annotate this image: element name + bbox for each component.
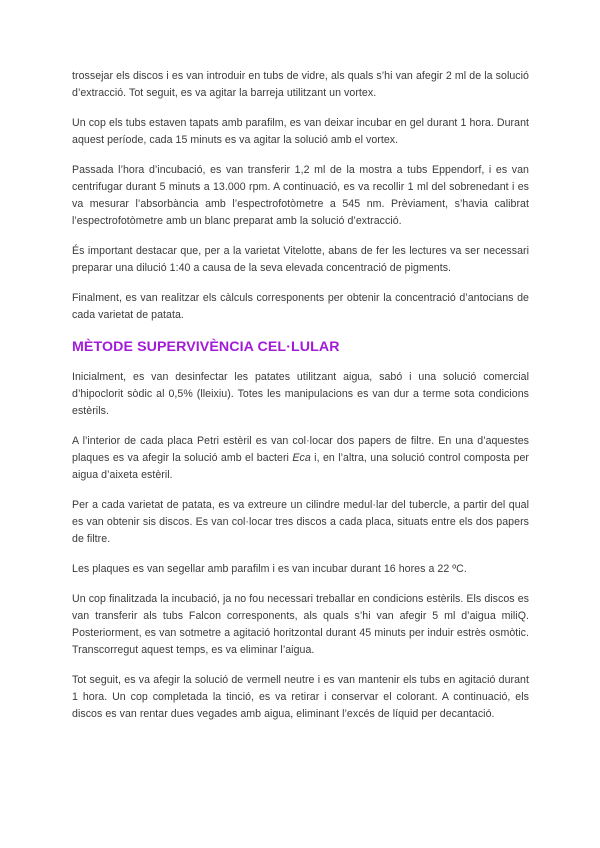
paragraph-disinfection: Inicialment, es van desinfectar les patates utilitzant aigua, sabó i una solució comercial d’hipoclorit sòdic al 0,5% (lleixiu). Totes les manipulacions es van dur a terme sota condicions estèrils. [72, 371, 529, 417]
paragraph-sealing: Les plaques es van segellar amb parafilm i es van incubar durant 16 hores a 22 ºC. [72, 563, 467, 575]
paragraph-neutral-red: Tot seguit, es va afegir la solució de vermell neutre i es van mantenir els tubs en agitació durant 1 hora. Un cop completada la tinció, es va retirar i conservar el colorant. A continuació, els discos es van rentar dues vegades amb aigua, eliminant l’excés de líquid per decantació. [72, 674, 529, 720]
paragraph-vitelotte-dilution: És important destacar que, per a la varietat Vitelotte, abans de fer les lectures va ser necessari preparar una dilució 1:40 a causa de la seva elevada concentració de pigments. [72, 245, 529, 274]
paragraph-petri-plates [72, 433, 529, 484]
paragraph-incubation-ice: Un cop els tubs estaven tapats amb parafilm, es van deixar incubar en gel durant 1 hora. Durant aquest període, cada 15 minuts es va agitar la solució amb el vortex. [72, 117, 529, 146]
paragraph-discs: Per a cada varietat de patata, es va extreure un cilindre medul·lar del tubercle, a partir del qual es van obtenir sis discos. Es van col·locar tres discos a cada placa, situats entre els dos papers de filtre. [72, 499, 529, 545]
paragraph-extraction-vortex: trossejar els discos i es van introduir en tubs de vidre, als quals s’hi van afegir 2 ml de la solució d’extracció. Tot seguit, es va agitar la barreja utilitzant un vortex. [72, 70, 529, 99]
paragraph-calculations: Finalment, es van realitzar els càlculs corresponents per obtenir la concentració d’antocians de cada varietat de patata. [72, 292, 529, 321]
bacteria-name: Eca [292, 452, 311, 464]
paragraph-petri-text-a: A l’interior de cada placa Petri estèril es van col·locar dos papers de filtre. En una d’aquestes plaques es va afegir la solució amb el bacteri [72, 435, 529, 464]
document-page [72, 68, 529, 736]
paragraph-petri-text-b: i, en l’altra, una solució control composta per aigua d’aixeta estèril. [72, 452, 529, 481]
paragraph-centrifuge-absorbance: Passada l’hora d’incubació, es van transferir 1,2 ml de la mostra a tubs Eppendorf, i es van centrifugar durant 5 minuts a 13.000 rpm. A continuació, es va recollir 1 ml del sobrenedant i es va mesurar l’absorbància amb l’espectrofotòmetre a 545 nm. Prèviament, s’havia calibrat l’espectrofotòmetre amb un blanc preparat amb la solució d’extracció. [72, 164, 529, 227]
paragraph-falcon-tubes: Un cop finalitzada la incubació, ja no fou necessari treballar en condicions estèrils. Els discos es van transferir als tubs Falcon corresponents, als quals s’hi van afegir 5 ml d’aigua miliQ. Posteriorment, es van sotmetre a agitació horitzontal durant 45 minuts per induir estrès osmòtic. Transcorregut aquest temps, es va eliminar l’aigua. [72, 593, 529, 656]
section-heading: MÈTODE SUPERVIVÈNCIA CEL·LULAR [72, 339, 340, 355]
